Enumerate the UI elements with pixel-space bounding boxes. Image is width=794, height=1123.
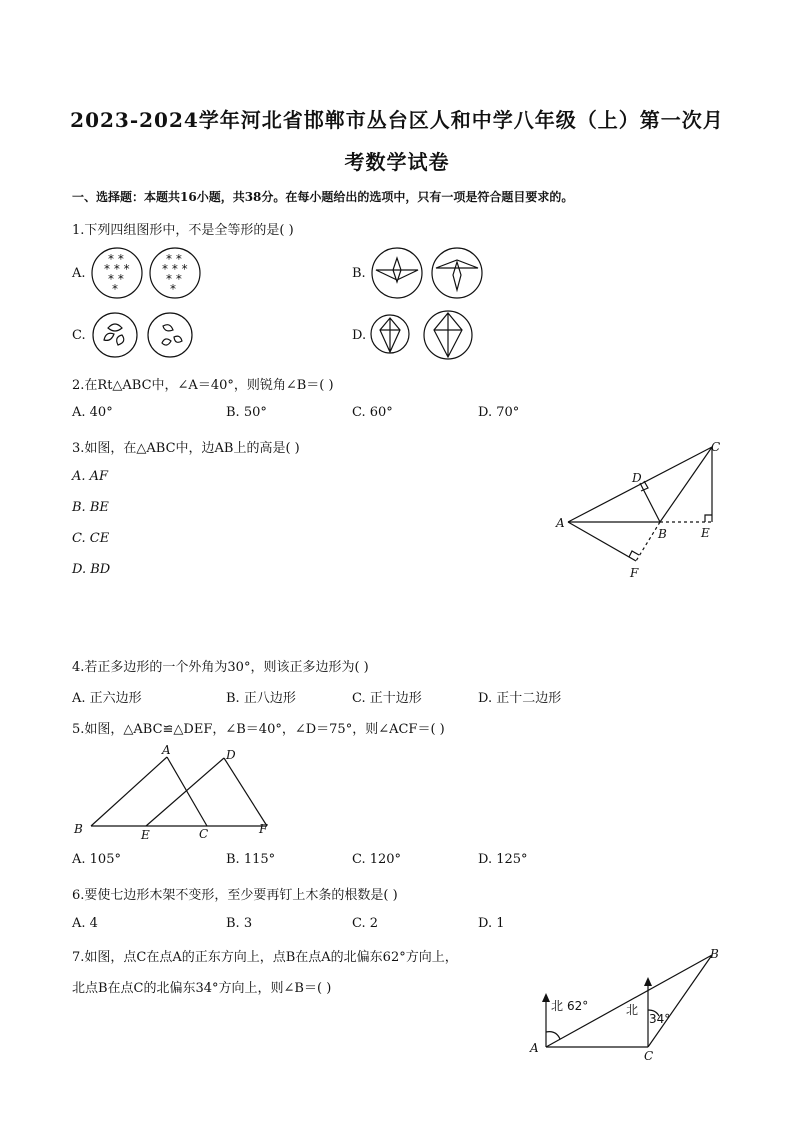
q4-option-c: C. 正十边形 (352, 691, 422, 706)
q2-option-b: B. 50° (226, 405, 267, 420)
svg-text:*: * (112, 282, 118, 296)
q7-point-a: A (530, 1041, 539, 1055)
svg-text:* * *: * * * (162, 262, 188, 276)
q3-option-d: D. BD (72, 562, 111, 577)
svg-text:* *: * * (108, 272, 124, 286)
page-title-line1: 2023-2024学年河北省邯郸市丛台区人和中学八年级（上）第一次月 (70, 108, 724, 132)
q5-point-e: E (141, 828, 150, 842)
q5-point-c: C (199, 827, 209, 841)
section-header: 一、选择题：本题共16小题，共38分。在每小题给出的选项中，只有一项是符合题目要求的。 (72, 190, 574, 204)
q5-point-d: D (226, 748, 236, 762)
q6-option-d: D. 1 (478, 916, 505, 931)
svg-text:* * *: * * * (104, 262, 130, 276)
question-7-stem-line2: 北点B在点C的北偏东34°方向上，则∠B＝( ) (72, 981, 332, 996)
svg-text:* *: * * (166, 252, 182, 266)
q2-option-c: C. 60° (352, 405, 393, 420)
q3-point-c: C (711, 440, 721, 454)
q3-point-f: F (630, 566, 639, 580)
q5-option-a: A. 105° (72, 852, 121, 867)
q6-option-a: A. 4 (72, 916, 98, 931)
question-1-stem: 1.下列四组图形中，不是全等形的是( ) (72, 223, 294, 238)
question-6-stem: 6.要使七边形木架不变形，至少要再钉上木条的根数是( ) (72, 888, 398, 903)
q4-option-a: A. 正六边形 (72, 691, 142, 706)
q2-option-d: D. 70° (478, 405, 520, 420)
q5-point-f: F (259, 822, 268, 836)
q5-point-b: B (74, 822, 83, 836)
question-7-stem-line1: 7.如图，点C在点A的正东方向上，点B在点A的北偏东62°方向上， (72, 950, 458, 965)
q2-option-a: A. 40° (72, 405, 113, 420)
question-2-stem: 2.在Rt△ABC中，∠A＝40°，则锐角∠B＝( ) (72, 378, 334, 393)
q4-option-d: D. 正十二边形 (478, 691, 562, 706)
q1-option-a-label: A. (72, 266, 86, 281)
q7-point-c: C (644, 1049, 654, 1063)
q3-point-b: B (658, 527, 667, 541)
q3-point-a: A (556, 516, 565, 530)
q5-option-c: C. 120° (352, 852, 402, 867)
q1-option-d-label: D. (352, 328, 367, 343)
q7-north-label-c: 北 (626, 1003, 639, 1017)
q5-option-d: D. 125° (478, 852, 528, 867)
page-title-line2: 考数学试卷 (344, 150, 450, 174)
q6-option-b: B. 3 (226, 916, 253, 931)
q5-option-b: B. 115° (226, 852, 276, 867)
question-3-stem: 3.如图，在△ABC中，边AB上的高是( ) (72, 441, 300, 456)
q3-point-d: D (632, 471, 642, 485)
q7-north-label-a: 北 (551, 999, 564, 1013)
q3-point-e: E (701, 526, 710, 540)
svg-text:* *: * * (166, 272, 182, 286)
q1-option-c-label: C. (72, 328, 86, 343)
question-4-stem: 4.若正多边形的一个外角为30°，则该正多边形为( ) (72, 660, 369, 675)
svg-text:* *: * * (108, 252, 124, 266)
svg-text:*: * (170, 282, 176, 296)
q7-angle-34: 34° (649, 1012, 671, 1026)
question-5-stem: 5.如图，△ABC≌△DEF，∠B＝40°，∠D＝75°，则∠ACF＝( ) (72, 722, 445, 737)
q4-option-b: B. 正八边形 (226, 691, 296, 706)
q3-option-c: C. CE (72, 531, 110, 546)
q6-option-c: C. 2 (352, 916, 379, 931)
q7-angle-62: 62° (567, 999, 589, 1013)
q5-point-a: A (162, 743, 171, 757)
q3-option-a: A. AF (72, 469, 109, 484)
q7-point-b: B (710, 947, 719, 961)
q1-option-b-label: B. (352, 266, 366, 281)
q3-option-b: B. BE (72, 500, 109, 515)
